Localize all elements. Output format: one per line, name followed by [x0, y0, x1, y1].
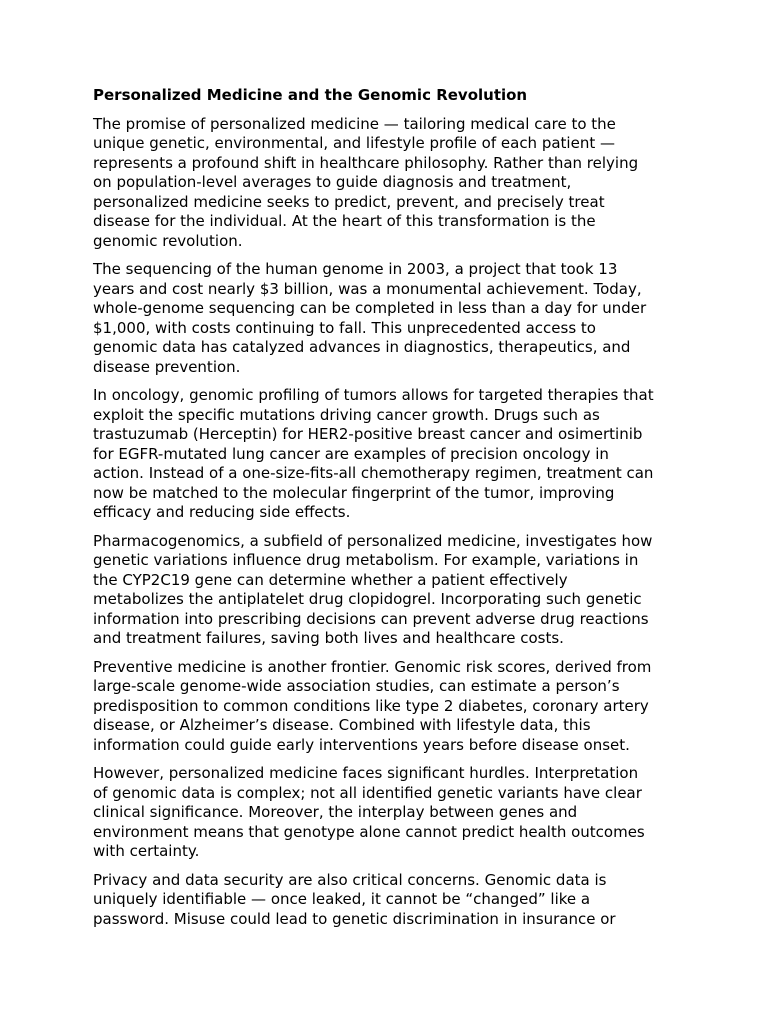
text-line: However, personalized medicine faces significant hurdles. Interpretation — [93, 764, 639, 782]
text-line: The sequencing of the human genome in 2003, a project that took 13 — [93, 260, 618, 278]
text-line: the CYP2C19 gene can determine whether a patient effectively — [93, 570, 568, 589]
document-title: Personalized Medicine and the Genomic Revolution — [93, 86, 528, 104]
text-line: $1,000, with costs continuing to fall. This unprecedented access to — [93, 318, 596, 337]
text-line: Pharmacogenomics, a subfield of personalized medicine, investigates how — [93, 531, 653, 550]
paragraph-6 — [93, 764, 683, 862]
paragraph-3 — [93, 386, 683, 523]
document-page — [93, 86, 683, 938]
text-line: clinical significance. Moreover, the interplay between genes and — [93, 803, 578, 821]
text-line: now be matched to the molecular fingerprint of the tumor, improving — [93, 483, 615, 502]
text-line: whole-genome sequencing can be completed in less than a day for under — [93, 299, 647, 317]
paragraph-4 — [93, 532, 683, 649]
text-line: action. Instead of a one-size-fits-all chemotherapy regimen, treatment can — [93, 464, 654, 482]
text-line: and treatment failures, saving both lives and healthcare costs. — [93, 629, 564, 647]
paragraph-1 — [93, 115, 683, 252]
text-line: environment means that genotype alone cannot predict health outcomes — [93, 822, 645, 841]
text-line: disease for the individual. At the heart of this transformation is the — [93, 212, 596, 230]
text-line: exploit the specific mutations driving cancer growth. Drugs such as — [93, 405, 600, 424]
text-line: genetic variations influence drug metabolism. For example, variations in — [93, 551, 639, 569]
text-line: The promise of personalized medicine — tailoring medical care to the — [93, 114, 616, 133]
text-line: uniquely identifiable — once leaked, it cannot be “changed” like a — [93, 890, 591, 908]
text-line: disease prevention. — [93, 357, 241, 376]
text-line: for EGFR-mutated lung cancer are examples of precision oncology in — [93, 444, 609, 463]
text-line: large-scale genome-wide association studies, can estimate a person’s — [93, 677, 620, 695]
paragraph-2 — [93, 260, 683, 377]
text-line: Preventive medicine is another frontier. Genomic risk scores, derived from — [93, 657, 652, 676]
text-line: password. Misuse could lead to genetic discrimination in insurance or — [93, 909, 616, 928]
text-line: on population-level averages to guide diagnosis and treatment, — [93, 173, 572, 191]
text-line: trastuzumab (Herceptin) for HER2-positive breast cancer and osimertinib — [93, 425, 643, 443]
text-line: efficacy and reducing side effects. — [93, 503, 351, 521]
text-line: metabolizes the antiplatelet drug clopidogrel. Incorporating such genetic — [93, 590, 642, 608]
text-line: information could guide early interventions years before disease onset. — [93, 735, 630, 754]
text-line: predisposition to common conditions like type 2 diabetes, coronary artery — [93, 696, 649, 715]
text-line: genomic revolution. — [93, 231, 243, 250]
text-line: unique genetic, environmental, and lifestyle profile of each patient — — [93, 134, 615, 152]
text-line: In oncology, genomic profiling of tumors allows for targeted therapies that — [93, 386, 654, 404]
text-line: of genomic data is complex; not all identified genetic variants have clear — [93, 783, 642, 802]
paragraph-5 — [93, 658, 683, 756]
text-line: years and cost nearly $3 billion, was a monumental achievement. Today, — [93, 279, 642, 298]
text-line: with certainty. — [93, 842, 200, 860]
text-line: information into prescribing decisions can prevent adverse drug reactions — [93, 609, 649, 628]
text-line: personalized medicine seeks to predict, prevent, and precisely treat — [93, 192, 605, 211]
text-line: Privacy and data security are also critical concerns. Genomic data is — [93, 870, 607, 889]
text-line: genomic data has catalyzed advances in diagnostics, therapeutics, and — [93, 338, 631, 356]
text-line: represents a profound shift in healthcare philosophy. Rather than relying — [93, 153, 639, 172]
text-line: disease, or Alzheimer’s disease. Combined with lifestyle data, this — [93, 716, 591, 734]
paragraph-7 — [93, 871, 683, 930]
